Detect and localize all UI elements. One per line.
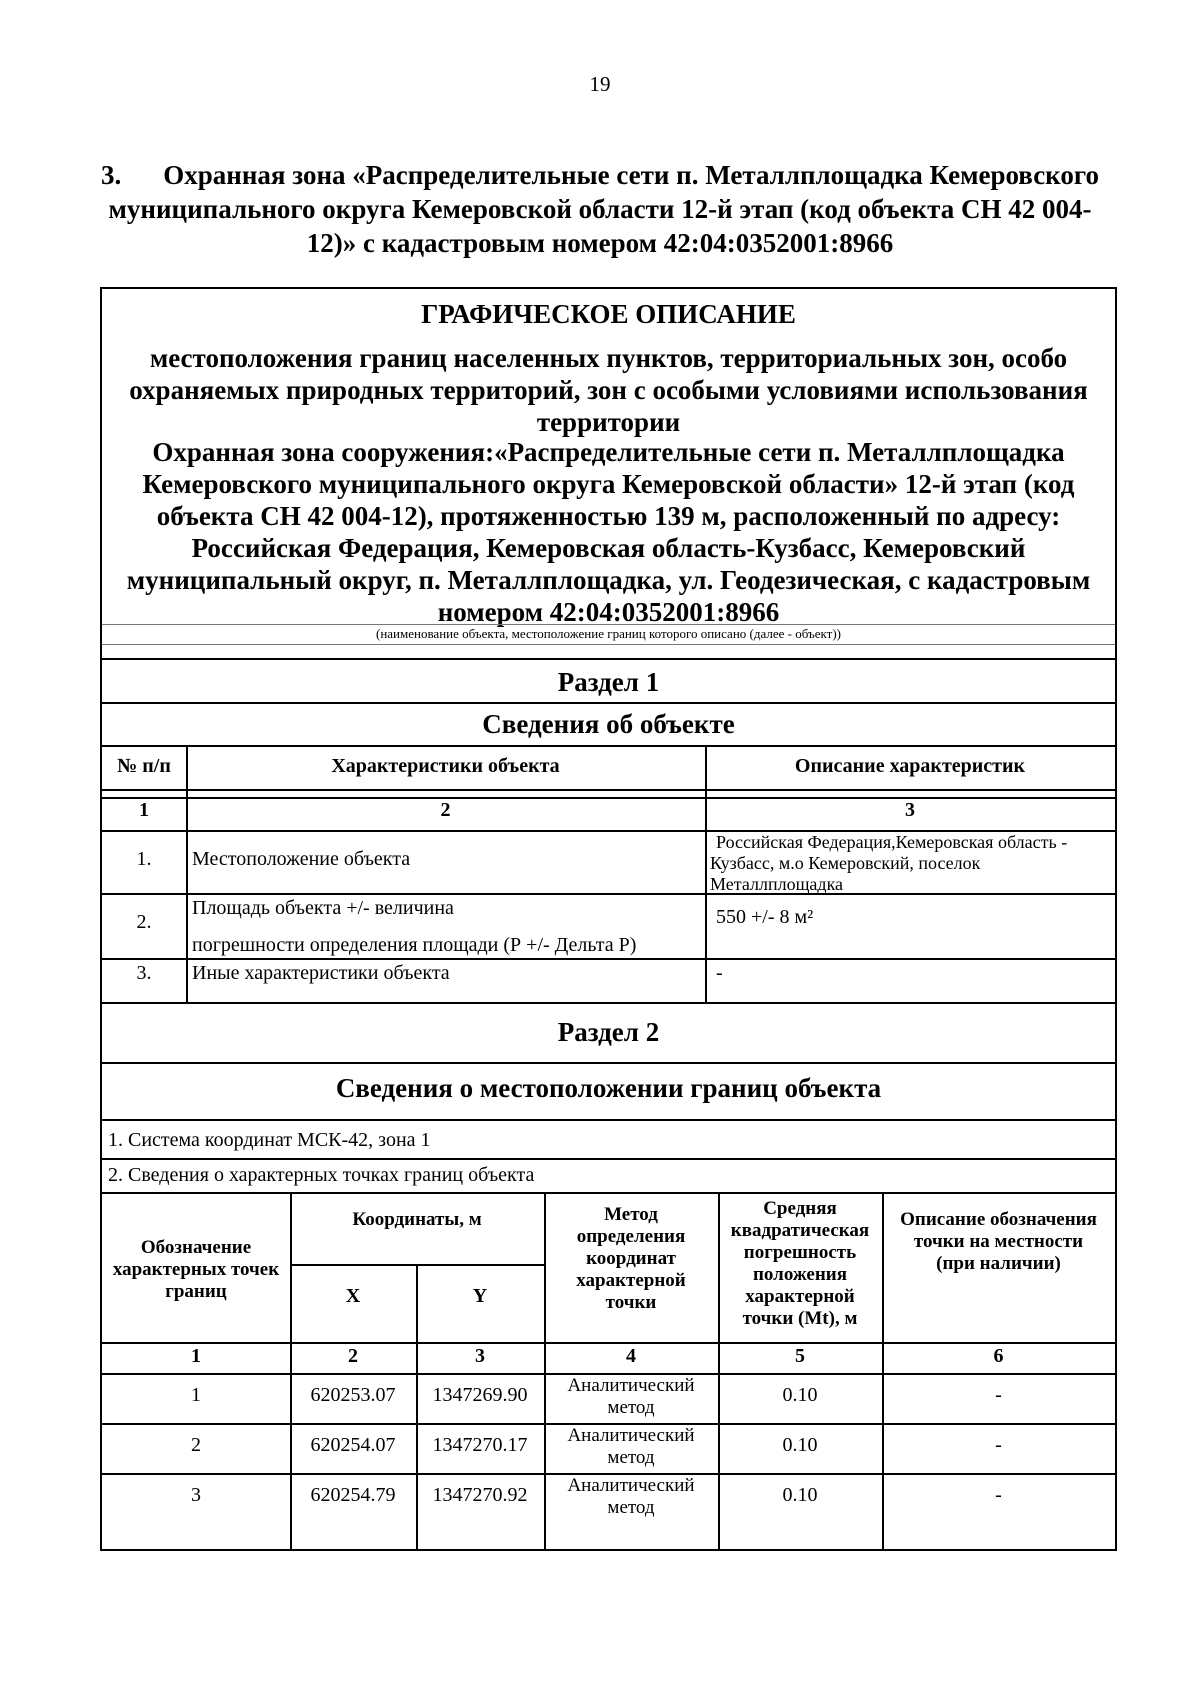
divider	[102, 893, 1115, 895]
s2-row1-y: 1347269.90	[432, 1384, 528, 1406]
divider	[102, 1192, 1115, 1194]
s2-row2-method: Аналитический метод	[567, 1425, 695, 1468]
divider	[102, 1062, 1115, 1064]
s2-colnum-4: 4	[626, 1345, 636, 1367]
s2-header-x: X	[345, 1285, 361, 1307]
s2-header-method: Метод определения координат характерной точки	[576, 1204, 686, 1313]
s2-row3-y: 1347270.92	[432, 1484, 528, 1506]
s1-row2-name-line1: Площадь объекта +/- величина	[192, 897, 454, 919]
section1-subtitle: Сведения об объекте	[482, 709, 735, 739]
s1-row1-value: Российская Федерация,Кемеровская область - Кузбасс, м.о Кемеровский, поселок Металлплощадка	[710, 832, 1068, 894]
s1-row3-number: 3.	[136, 962, 152, 984]
s2-row1-method: Аналитический метод	[567, 1375, 695, 1418]
s2-row3-desc: -	[995, 1484, 1002, 1506]
s2-header-coordinates: Координаты, м	[352, 1209, 482, 1230]
s2-row3-point: 3	[191, 1484, 201, 1506]
s2-col-divider	[290, 1192, 292, 1550]
divider	[102, 745, 1115, 747]
graphic-description-title: ГРАФИЧЕСКОЕ ОПИСАНИЕ	[421, 299, 796, 329]
s2-row1-point: 1	[191, 1384, 201, 1406]
s2-row2-x: 620254.07	[310, 1434, 396, 1456]
object-caption: (наименование объекта, местоположение границ которого описано (далее - объект))	[376, 626, 841, 641]
purpose-text: местоположения границ населенных пунктов, территориальных зон, особо охраняемых природных территорий, зон с особыми условиями использования территории	[129, 343, 1088, 437]
s2-row2-desc: -	[995, 1434, 1002, 1456]
s1-colnum-1: 1	[139, 799, 149, 821]
coordinate-system: 1. Система координат МСК-42, зона 1	[108, 1129, 431, 1151]
s1-header-description: Описание характеристик	[794, 755, 1026, 777]
points-caption: 2. Сведения о характерных точках границ объекта	[108, 1164, 535, 1186]
section2-subtitle: Сведения о местоположении границ объекта	[335, 1073, 882, 1103]
s1-col-divider	[186, 745, 188, 1002]
s1-header-number: № п/п	[117, 755, 171, 777]
divider	[102, 1119, 1115, 1121]
s1-row2-number: 2.	[136, 911, 152, 933]
s1-row2-value: 550 +/- 8 м²	[716, 906, 814, 928]
s2-colnum-6: 6	[993, 1345, 1004, 1367]
s1-row1-number: 1.	[136, 848, 152, 870]
s1-header-characteristics: Характеристики объекта	[331, 755, 560, 777]
document-heading	[100, 158, 1100, 260]
page-number: 19	[589, 72, 611, 96]
s2-row1-error: 0.10	[782, 1384, 818, 1406]
s1-row1-name: Местоположение объекта	[192, 848, 411, 870]
divider	[102, 1342, 1115, 1344]
s2-header-designation: Обозначение характерных точек границ	[112, 1237, 280, 1302]
s1-row3-value: -	[716, 962, 723, 984]
s2-col-divider	[416, 1264, 418, 1550]
s2-colnum-5: 5	[795, 1345, 805, 1367]
divider	[102, 1002, 1115, 1004]
s2-row2-y: 1347270.17	[432, 1434, 528, 1456]
s2-header-y: Y	[472, 1285, 488, 1307]
s1-row2-name-line2: погрешности определения площади (Р +/- Дельта Р)	[192, 934, 637, 956]
s2-row1-x: 620253.07	[310, 1384, 396, 1406]
divider	[102, 789, 1115, 791]
s1-col-divider	[705, 745, 707, 1002]
s2-col-divider	[882, 1192, 884, 1550]
s2-row3-method: Аналитический метод	[567, 1475, 695, 1518]
caption-divider-top	[102, 624, 1115, 625]
divider	[102, 658, 1115, 660]
heading-text: Охранная зона «Распределительные сети п. Металлплощадка Кемеровского муниципального округа Кемеровской области 12-й этап (код объекта СН 42 004-12)» с кадастровым номером 42:04:0352001:8966	[108, 160, 1099, 258]
s2-col-divider	[544, 1192, 546, 1550]
section1-title: Раздел 1	[557, 667, 660, 697]
caption-divider-bottom	[102, 644, 1115, 645]
s2-row2-point: 2	[191, 1434, 201, 1456]
s2-row3-error: 0.10	[782, 1484, 818, 1506]
heading-number: 3.	[101, 160, 122, 190]
divider	[102, 958, 1115, 960]
s1-row3-name: Иные характеристики объекта	[192, 962, 450, 984]
section2-title: Раздел 2	[557, 1017, 660, 1047]
s2-col-divider	[718, 1192, 720, 1550]
s2-colnum-1: 1	[191, 1345, 201, 1367]
s1-colnum-3: 3	[905, 799, 915, 821]
divider	[102, 1158, 1115, 1160]
s2-row3-x: 620254.79	[310, 1484, 396, 1506]
s2-row1-desc: -	[995, 1384, 1002, 1406]
s2-colnum-3: 3	[475, 1345, 485, 1367]
s2-header-error: Средняя квадратическая погрешность положения характерной точки (Mt), м	[730, 1198, 870, 1329]
graphic-description-frame	[100, 287, 1117, 1551]
divider	[102, 702, 1115, 704]
s1-colnum-2: 2	[440, 799, 451, 821]
s2-colnum-2: 2	[348, 1345, 358, 1367]
object-description: Охранная зона сооружения:«Распределительные сети п. Металлплощадка Кемеровского муниципального округа Кемеровской области» 12-й этап (код объекта СН 42 004-12), протяженностью 139 м, расположенный по адресу: Российская Федерация, Кемеровская область-Кузбасс, Кемеровский муниципальный округ, п. Металлплощадка, ул. Геодезическая, с кадастровым номером 42:04:0352001:8966	[126, 437, 1091, 627]
s2-row2-error: 0.10	[782, 1434, 818, 1456]
s2-header-description: Описание обозначения точки на местности (при наличии)	[900, 1209, 1097, 1274]
